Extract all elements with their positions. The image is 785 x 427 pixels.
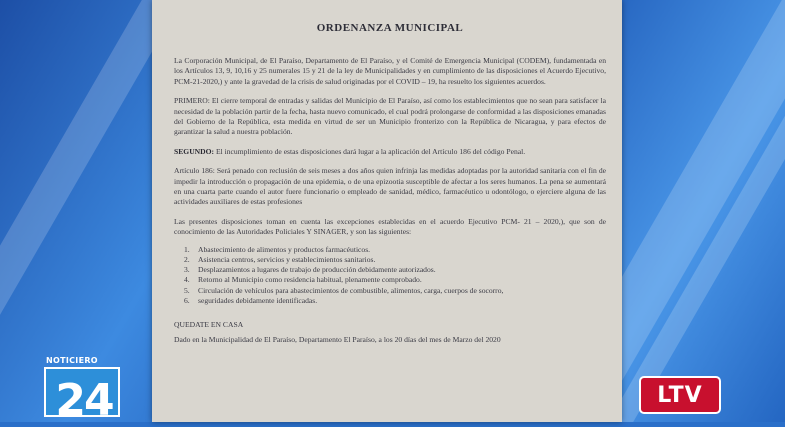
ltv-logo	[639, 376, 721, 414]
document-title: ORDENANZA MUNICIPAL	[316, 22, 464, 34]
list-item: 1. Abastecimiento de alimentos y productos farmacéuticos.	[184, 244, 371, 254]
closing-text: QUEDATE EN CASA	[174, 319, 244, 329]
list-item: 5. Circulación de vehículos para abastecimientos de combustible, alimentos, carga, cuerpos de socorro,	[184, 285, 504, 295]
segundo-paragraph	[174, 147, 606, 157]
segundo-text: El incumplimiento de estas disposiciones dará lugar a la aplicación del Artículo 186 del código Penal.	[214, 146, 526, 156]
noticiero-label: NOTICIERO	[46, 356, 98, 365]
exceptions-list	[184, 245, 606, 306]
list-item: 2. Asistencia centros, servicios y establecimientos sanitarios.	[184, 254, 376, 264]
dated-text: Dado en la Municipalidad de El Paraíso, Departamento El Paraíso, a los 20 días del mes de Marzo del 2020	[174, 334, 501, 344]
noticiero-number: 24	[55, 375, 113, 426]
primero-paragraph: PRIMERO: El cierre temporal de entradas y salidas del Municipio de El Paraíso, así como los establecimientos que no sean para satisfacer la necesidad de la población partir de la fecha, hasta nuevo comunicado, el cual podrá prolongarse de conformidad a las disposiciones emanadas del Gobierno de la República, esta medida en virtud de ser un Municipio fronterizo con la República de Nicaragua, y para efectos de garantizar la salud a nuestra población.	[174, 96, 606, 137]
list-item: 3. Desplazamientos a lugares de trabajo de producción debidamente autorizados.	[184, 265, 436, 275]
excepciones-paragraph: Las presentes disposiciones toman en cuenta las excepciones establecidas en el acuerdo Ejecutivo PCM- 21 – 2020,), que son de conocimiento de las Autoridades Policiales Y SINAGER, y son las siguientes:	[174, 216, 606, 237]
noticiero-24-logo	[44, 356, 122, 426]
ltv-logo-text: LTV	[657, 382, 703, 408]
noticiero-24-box	[44, 367, 120, 426]
intro-paragraph: La Corporación Municipal, de El Paraíso, Departamento de El Paraíso, y el Comité de Emergencia Municipal (CODEM), fundamentada en los Artículos 13, 9, 10,16 y 25 numerales 15 y 21 de la ley de Municipalidades y en cumplimiento de las disposiciones el Acuerdo Ejecutivo, PCM-21-2020,) y ante la gravedad de la crisis de salud originadas por el COVID – 19, ha resuelto los siguientes acuerdos.	[174, 56, 606, 86]
municipal-ordinance-document	[152, 0, 622, 422]
articulo-186-paragraph: Artículo 186: Será penado con reclusión de seis meses a dos años quien infrinja las medidas adoptadas por la autoridad sanitaria con el fin de impedir la introducción o propagación de una epidemia, o de una epizootia susceptible de afectar a los seres humanos. La pena se aumentará en una cuarta parte cuando el autor fuere funcionario o empleado de sanidad, médico, farmacéutico u odontólogo, o ejerciere alguna de las actividades auxiliares de estas profesiones	[174, 166, 606, 207]
segundo-label: SEGUNDO:	[174, 146, 215, 156]
list-item: 4. Retorno al Municipio como residencia habitual, plenamente comprobado.	[184, 275, 422, 285]
list-item: 6. seguridades debidamente identificadas.	[184, 295, 318, 305]
